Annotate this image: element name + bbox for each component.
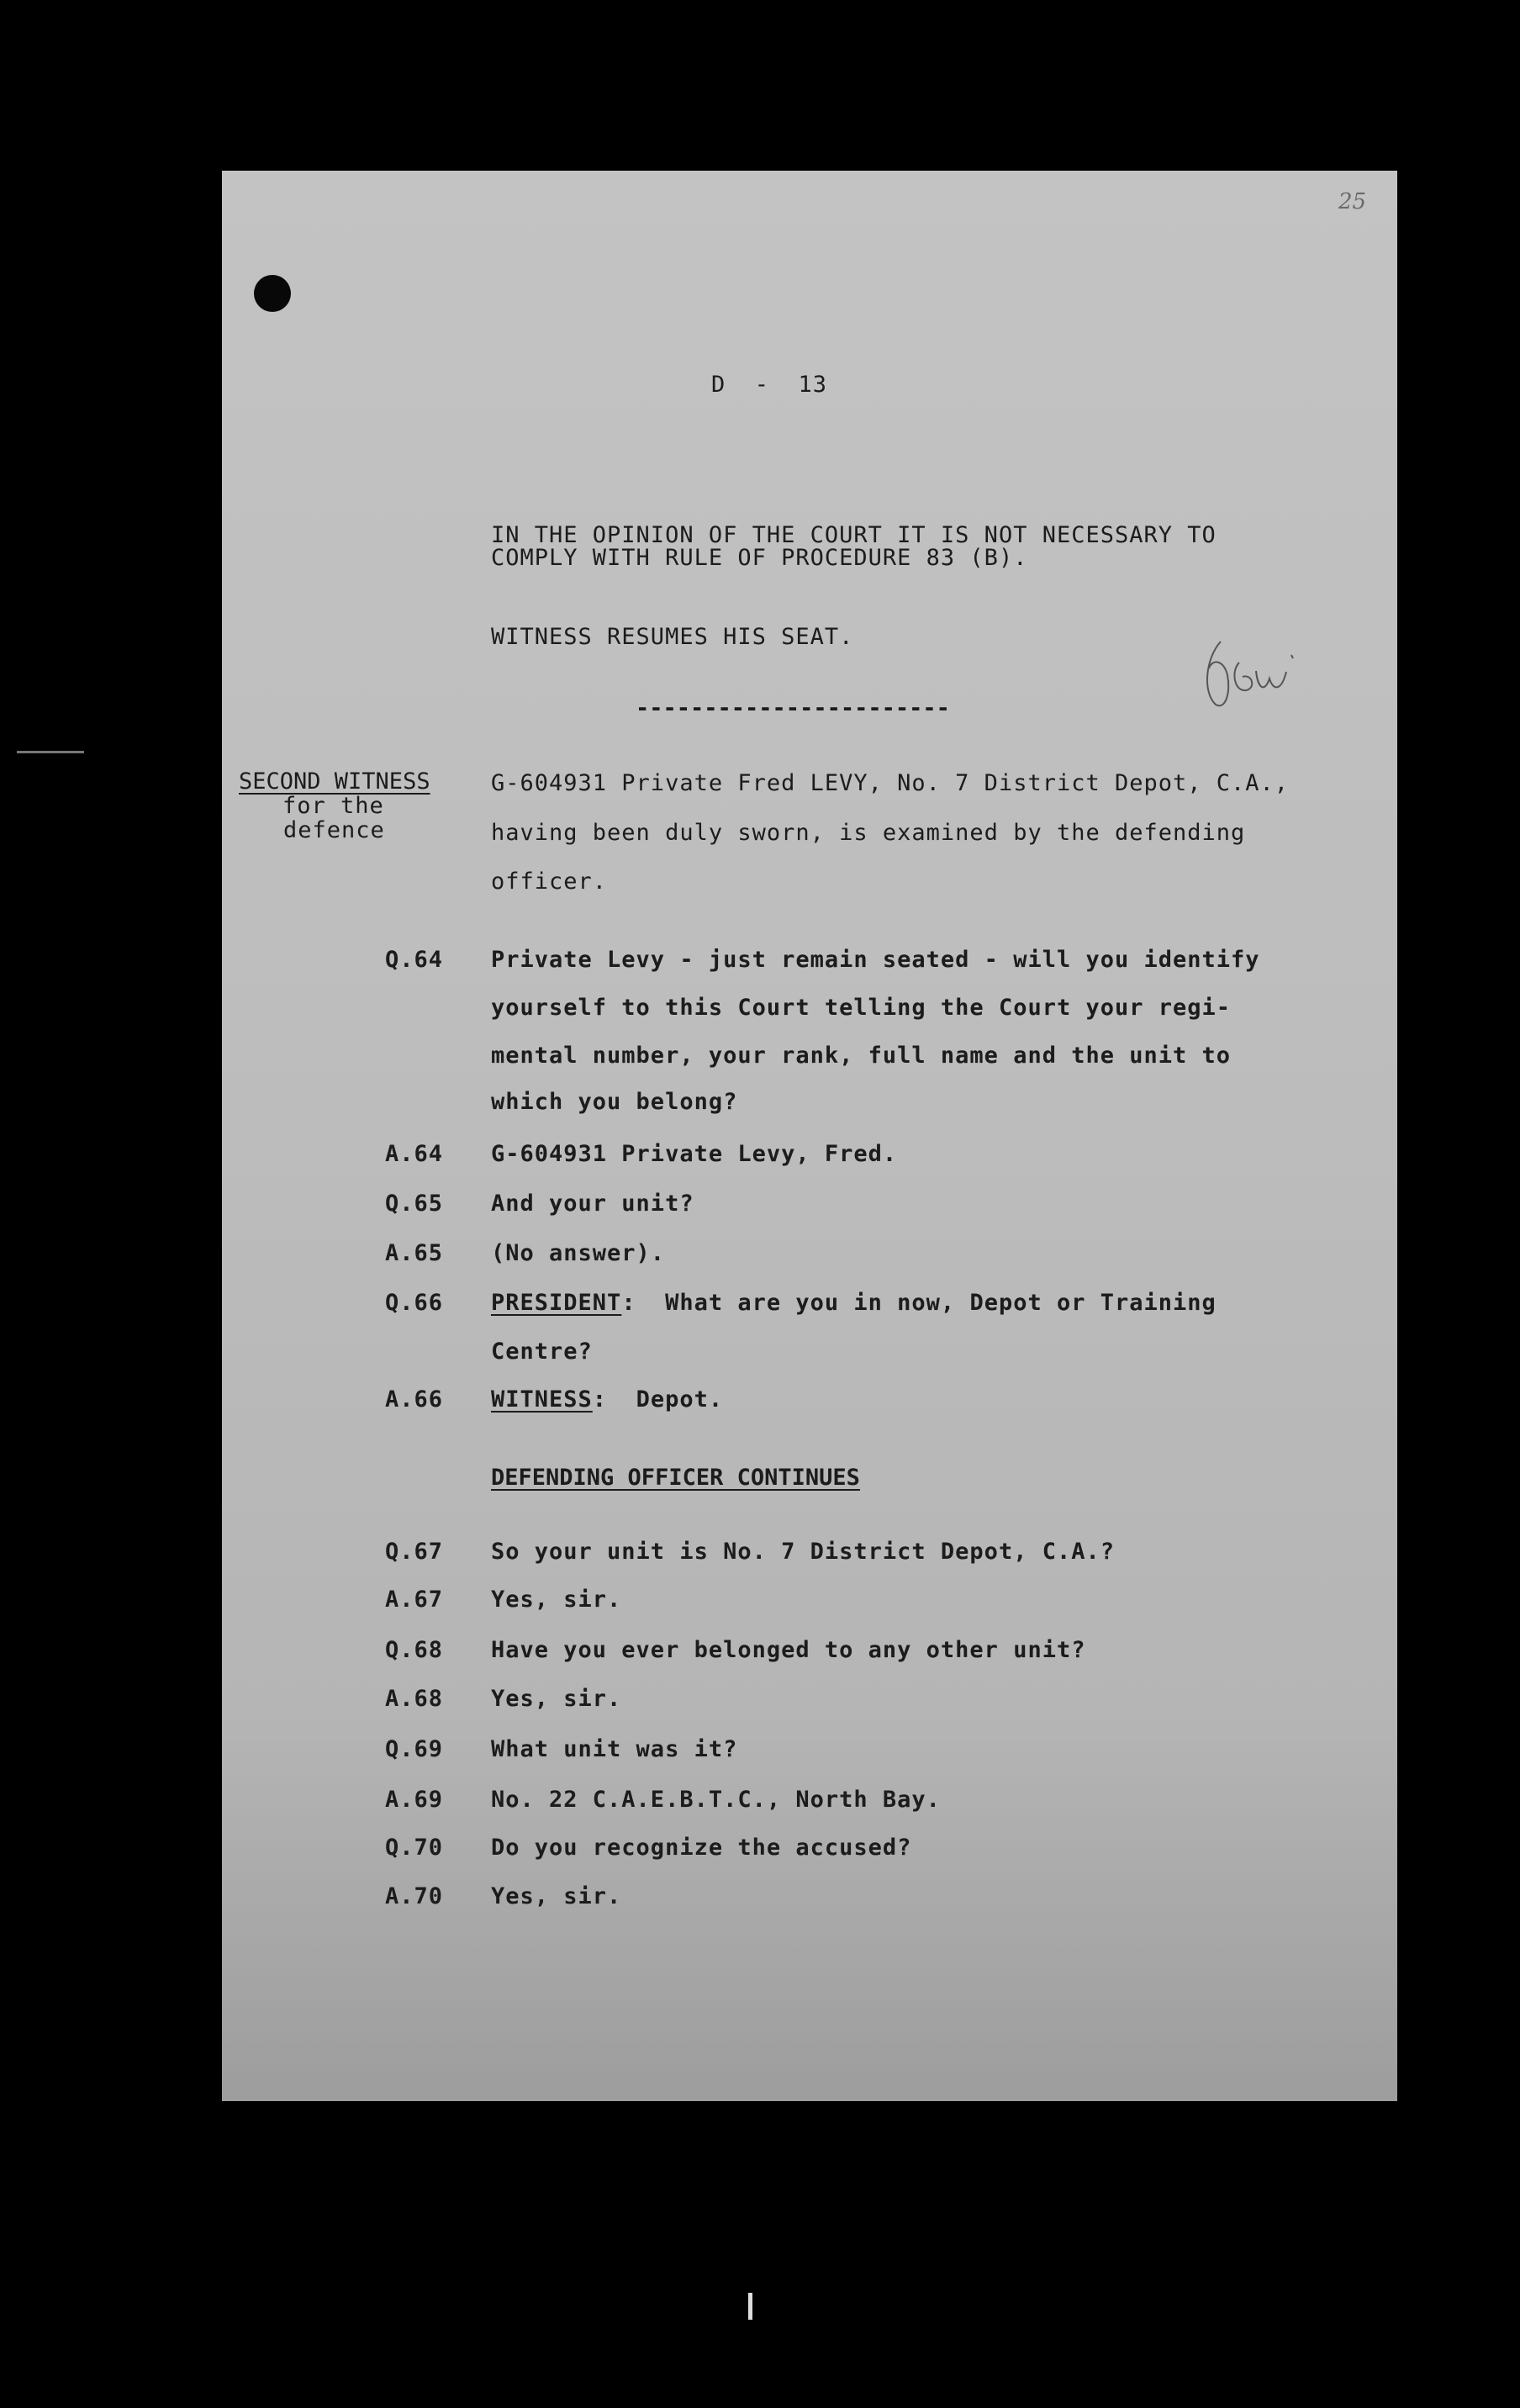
section-heading: DEFENDING OFFICER CONTINUES <box>491 1465 860 1491</box>
qa-label-a64: A.64 <box>385 1141 444 1167</box>
qa-line-a66 <box>491 1387 723 1413</box>
opinion-text: IN THE OPINION OF THE COURT IT IS NOT NECESSARY TO COMPLY WITH RULE OF PROCEDURE 83 (B). <box>491 522 1217 571</box>
qa-label-q64: Q.64 <box>385 947 444 973</box>
qa-label-a67: A.67 <box>385 1587 444 1613</box>
qa-text-a65: (No answer). <box>491 1240 666 1266</box>
qa-label-q67: Q.67 <box>385 1539 444 1565</box>
qa-label-q65: Q.65 <box>385 1191 444 1217</box>
scan-artifact <box>17 751 84 753</box>
second-witness-label-for: for the <box>282 793 384 819</box>
page-header: D - 13 <box>711 372 828 398</box>
qa-text-a64: G-604931 Private Levy, Fred. <box>491 1141 898 1167</box>
qa-text-q66-2: Centre? <box>491 1339 593 1365</box>
qa-text-a69: No. 22 C.A.E.B.T.C., North Bay. <box>491 1787 941 1813</box>
qa-label-a68: A.68 <box>385 1686 444 1712</box>
qa-text-q68: Have you ever belonged to any other unit? <box>491 1637 1086 1663</box>
second-witness-label: SECOND WITNESS <box>239 768 430 795</box>
qa-text-q64-3: mental number, your rank, full name and the unit to <box>491 1043 1232 1069</box>
qa-text-q66-1: : What are you in now, Depot or Training <box>621 1290 1217 1316</box>
qa-text-q64-2: yourself to this Court telling the Court your regi- <box>491 995 1232 1021</box>
qa-label-q68: Q.68 <box>385 1637 444 1663</box>
qa-label-a70: A.70 <box>385 1883 444 1909</box>
qa-text-q67: So your unit is No. 7 District Depot, C.A.? <box>491 1539 1115 1565</box>
scan-artifact <box>748 2293 752 2320</box>
qa-text-q65: And your unit? <box>491 1191 694 1217</box>
qa-text-a70: Yes, sir. <box>491 1883 622 1909</box>
qa-text-q69: What unit was it? <box>491 1736 738 1762</box>
second-witness-label-defence: defence <box>283 817 385 843</box>
qa-label-q69: Q.69 <box>385 1736 444 1762</box>
qa-text-a67: Yes, sir. <box>491 1587 622 1613</box>
qa-text-q64-1: Private Levy - just remain seated - will you identify <box>491 947 1260 973</box>
speaker-witness: WITNESS <box>491 1386 593 1413</box>
qa-line-q66 <box>491 1291 1217 1316</box>
folio-number: 25 <box>1338 189 1367 214</box>
qa-label-q70: Q.70 <box>385 1835 444 1861</box>
qa-label-a65: A.65 <box>385 1240 444 1266</box>
second-witness-text-1: G-604931 Private Fred LEVY, No. 7 District Depot, C.A., <box>491 770 1290 796</box>
second-witness-text-3: officer. <box>491 869 608 895</box>
speaker-president: PRESIDENT <box>491 1290 622 1316</box>
qa-text-a66: : Depot. <box>592 1386 724 1413</box>
qa-text-q70: Do you recognize the accused? <box>491 1835 912 1861</box>
divider-line: ----------------------- <box>636 695 950 721</box>
punch-hole <box>254 275 291 312</box>
second-witness-text-2: having been duly sworn, is examined by the defending <box>491 820 1246 846</box>
qa-label-a66: A.66 <box>385 1386 444 1413</box>
qa-label-q66: Q.66 <box>385 1290 444 1316</box>
handwritten-initials <box>1197 625 1315 717</box>
qa-text-a68: Yes, sir. <box>491 1686 622 1712</box>
witness-resumes-text: WITNESS RESUMES HIS SEAT. <box>491 624 854 650</box>
qa-text-q64-4: which you belong? <box>491 1089 738 1115</box>
qa-label-a69: A.69 <box>385 1787 444 1813</box>
document-page <box>222 171 1397 2101</box>
